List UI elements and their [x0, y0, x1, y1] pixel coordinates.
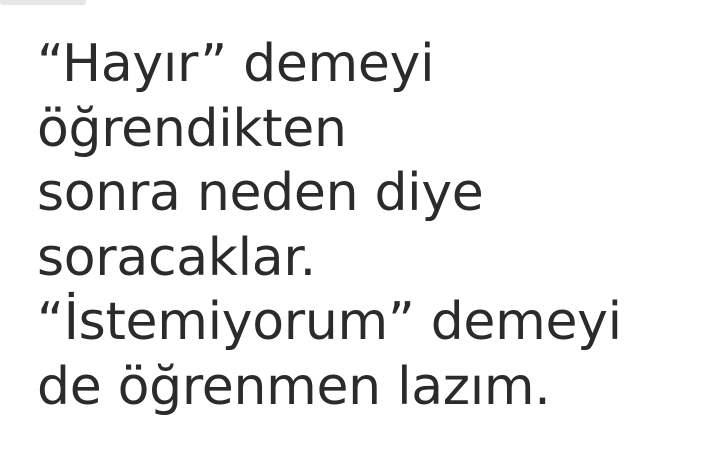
quote-text [37, 32, 622, 419]
quote-line: “İstemiyorum” demeyi [37, 292, 622, 352]
quote-line: de öğrenmen lazım. [37, 356, 551, 417]
quote-line: soracaklar. [37, 227, 316, 288]
quote-line: öğrendikten [37, 98, 347, 159]
quote-line: sonra neden diye [37, 163, 484, 223]
cropped-top-edge [0, 0, 86, 5]
quote-line: “Hayır” demeyi [37, 34, 435, 94]
